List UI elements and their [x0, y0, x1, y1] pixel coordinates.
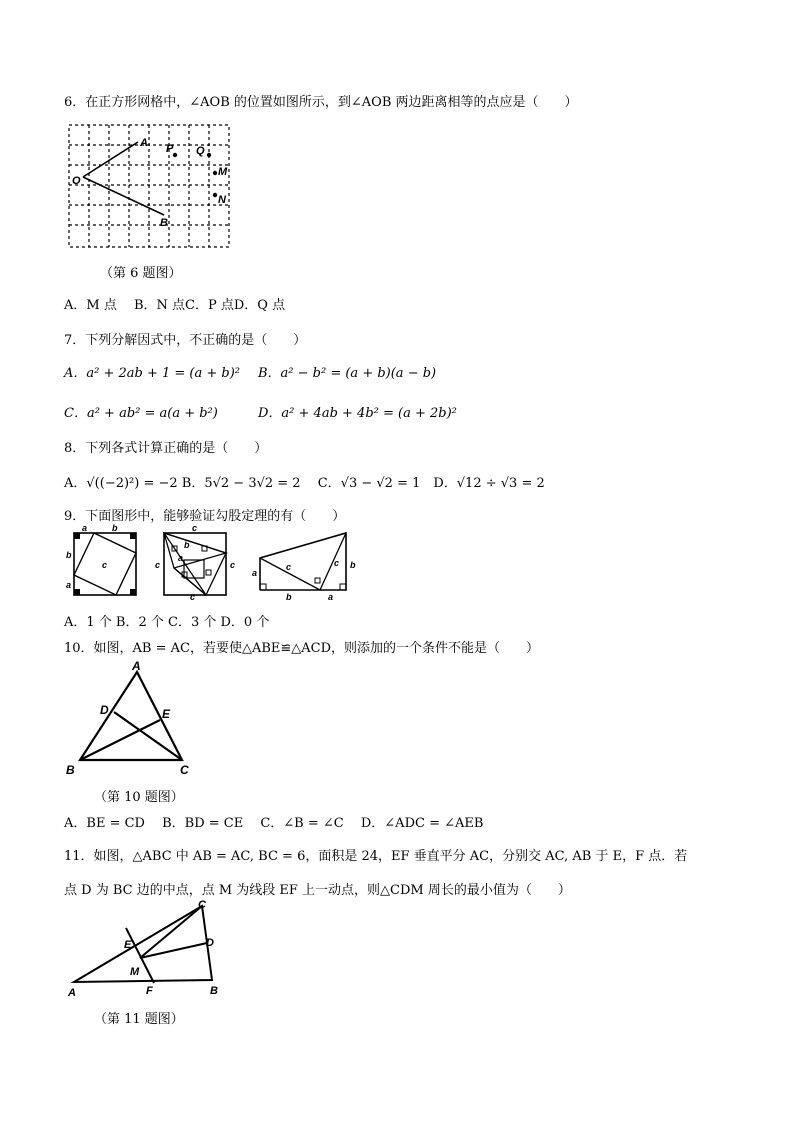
- q6-caption: （第 6 题图）: [100, 266, 182, 281]
- q10-stem: 10．如图，AB = AC，若要使△ABE≌△ACD，则添加的一个条件不能是（ ）: [64, 641, 540, 656]
- q6-label-B: B: [160, 217, 168, 229]
- q10-label-C: C: [180, 763, 189, 777]
- q11-triangle-figure: [62, 900, 232, 1000]
- q11-label-D: D: [206, 937, 214, 949]
- q9-f1-label-b2: b: [66, 550, 72, 560]
- q7-stem: 7．下列分解因式中，不正确的是（ ）: [64, 333, 307, 348]
- q10-options: A．BE = CD B．BD = CE C．∠B = ∠C D．∠ADC = ∠AEB: [64, 816, 484, 831]
- q9-f2-label-a: a: [178, 553, 184, 563]
- q9-figure-1: [64, 523, 144, 600]
- q7-option-c: C．a² + ab² = a(a + b²): [64, 406, 218, 421]
- q11-label-E: E: [124, 939, 132, 951]
- q8-options: A．√((−2)²) = −2 B．5√2 − 3√2 = 2 C．√3 − √2 = 1 D．√12 ÷ √3 = 2: [64, 476, 545, 491]
- q9-f3-label-b2: b: [350, 560, 356, 570]
- q11-caption: （第 11 题图）: [94, 1012, 184, 1027]
- q10-label-A: A: [132, 659, 141, 673]
- q8-stem: 8．下列各式计算正确的是（ ）: [64, 441, 268, 456]
- q9-f3-label-b: b: [286, 592, 292, 602]
- q6-stem: 6．在正方形网格中，∠AOB 的位置如图所示，到∠AOB 两边距离相等的点应是（ ）: [64, 95, 578, 110]
- q9-f2-label-c-bottom: c: [190, 592, 196, 602]
- q9-figure-3: [250, 528, 360, 600]
- q9-f2-label-c-left: c: [155, 560, 161, 570]
- q9-f1-label-c: c: [102, 560, 108, 570]
- q9-figure-2: [154, 523, 238, 602]
- q6-label-A: A: [140, 137, 148, 149]
- q10-caption: （第 10 题图）: [94, 790, 184, 805]
- q7-option-d: D．a² + 4ab + 4b² = (a + 2b)²: [258, 406, 457, 421]
- q7-option-b: B．a² − b² = (a + b)(a − b): [258, 366, 437, 381]
- q11-label-F: F: [146, 985, 153, 997]
- q9-f3-label-c2: c: [334, 558, 340, 568]
- q9-f3-label-a2: a: [328, 592, 334, 602]
- q11-stem-line2: 点 D 为 BC 边的中点，点 M 为线段 EF 上一动点，则△CDM 周长的最小值为（ ）: [64, 883, 571, 898]
- q11-label-C: C: [198, 899, 206, 911]
- q9-options: A．1 个 B．2 个 C．3 个 D．0 个: [64, 615, 270, 630]
- q6-options: A．M 点 B．N 点C．P 点D．Q 点: [64, 298, 286, 313]
- q11-label-B: B: [210, 985, 218, 997]
- q9-f1-label-a2: a: [66, 580, 72, 590]
- q6-label-P: P: [166, 143, 174, 155]
- q6-label-O: O: [72, 175, 81, 187]
- q9-f3-label-a: a: [252, 568, 258, 578]
- q10-label-E: E: [162, 707, 171, 721]
- q6-label-Q: Q: [196, 145, 205, 157]
- q9-f1-label-a: a: [82, 523, 88, 533]
- q9-f2-label-c-top: c: [192, 523, 198, 533]
- q11-stem-line1: 11．如图，△ABC 中 AB = AC, BC = 6，面积是 24，EF 垂直平分 AC，分别交 AC, AB 于 E，F 点．若: [64, 849, 688, 864]
- q9-stem: 9．下面图形中，能够验证勾股定理的有（ ）: [64, 509, 346, 524]
- q9-f2-label-b: b: [184, 540, 190, 550]
- q10-label-D: D: [100, 703, 109, 717]
- q10-label-B: B: [66, 763, 75, 777]
- q11-label-A: A: [68, 987, 76, 999]
- q9-f1-label-b: b: [112, 523, 118, 533]
- q11-label-M: M: [130, 966, 140, 978]
- q10-triangle-figure: [62, 660, 202, 780]
- q6-grid-figure: [66, 122, 232, 250]
- q6-label-N: N: [218, 194, 226, 206]
- q7-option-a: A．a² + 2ab + 1 = (a + b)²: [64, 366, 241, 381]
- q6-label-M: M: [218, 166, 228, 178]
- q9-f2-label-c-right: c: [230, 560, 236, 570]
- q9-f3-label-c: c: [286, 562, 292, 572]
